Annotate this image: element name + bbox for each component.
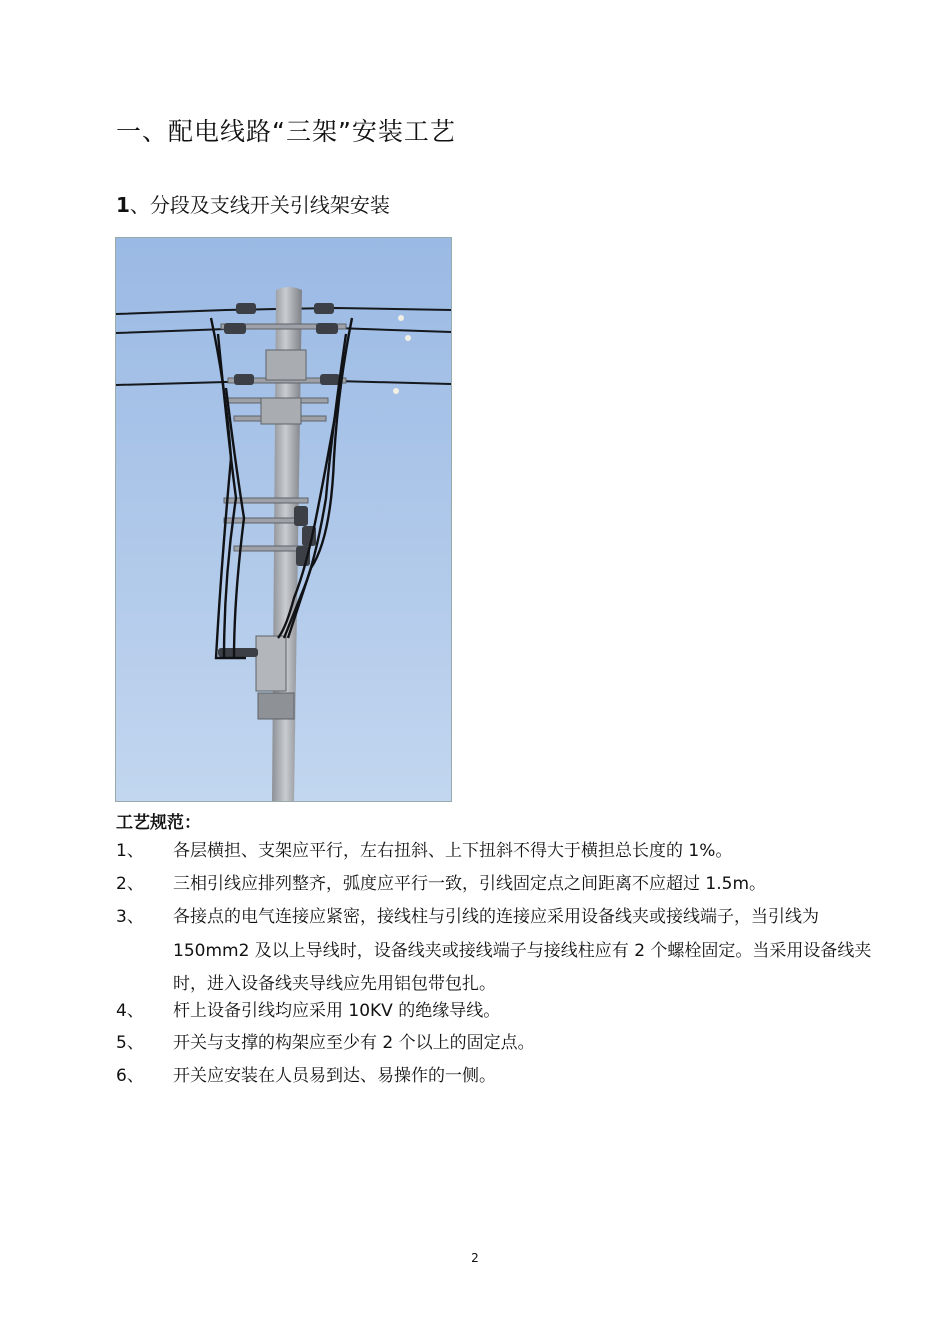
utility-pole-photo <box>115 237 452 802</box>
spec-item-number: 1、 <box>116 841 144 861</box>
spec-item-number: 2、 <box>116 874 144 894</box>
section-title: 一、配电线路“三架”安装工艺 <box>116 117 456 146</box>
spec-item-number: 4、 <box>116 1001 144 1021</box>
spec-item-text: 各接点的电气连接应紧密，接线柱与引线的连接应采用设备线夹或接线端子，当引线为 150mm2 及以上导线时，设备线夹或接线端子与接线柱应有 2 个螺栓固定。当采用设备线夹时，进入设备线夹导线应先用铝包带包扎。 <box>173 907 872 994</box>
spec-item-text: 开关与支撑的构架应至少有 2 个以上的固定点。 <box>173 1033 535 1053</box>
page-number: 2 <box>471 1251 479 1265</box>
spec-item-number: 5、 <box>116 1033 144 1053</box>
subsection-number: 1 <box>116 193 130 217</box>
spec-item-text: 三相引线应排列整齐，弧度应平行一致，引线固定点之间距离不应超过 1.5m。 <box>173 874 766 894</box>
spec-item-text: 杆上设备引线均应采用 10KV 的绝缘导线。 <box>173 1001 501 1021</box>
spec-item-number: 6、 <box>116 1066 144 1086</box>
spec-item-text: 开关应安装在人员易到达、易操作的一侧。 <box>173 1066 496 1086</box>
spec-item-number: 3、 <box>116 907 144 927</box>
spec-title: 工艺规范： <box>116 813 201 833</box>
subsection-title: 、分段及支线开关引线架安装 <box>129 193 390 217</box>
spec-item-text: 各层横担、支架应平行，左右扭斜、上下扭斜不得大于横担总长度的 1%。 <box>173 841 733 861</box>
subsection-heading <box>116 189 390 218</box>
